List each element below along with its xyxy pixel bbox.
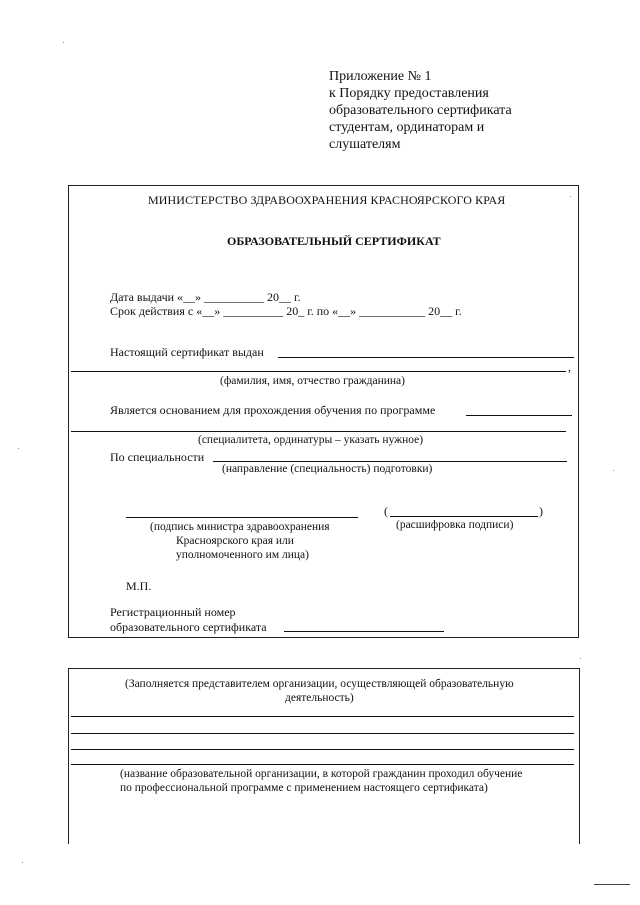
appendix-line: студентам, ординаторам и — [329, 120, 485, 135]
program-line — [466, 415, 572, 416]
program-caption: (специалитета, ординатуры – указать нужное) — [198, 434, 424, 446]
comma-mark: , — [568, 360, 571, 374]
signature-caption-line: (подпись министра здравоохранения — [150, 521, 330, 533]
page-edge-mark — [594, 884, 630, 885]
appendix-line: к Порядку предоставления — [329, 86, 489, 101]
organization-line — [71, 764, 574, 765]
issued-to-line — [278, 357, 574, 358]
organization-line — [71, 749, 574, 750]
registration-label: образовательного сертификата — [110, 620, 267, 634]
organization-caption: по профессиональной программе с применением настоящего сертификата) — [120, 782, 488, 794]
scan-speck — [22, 862, 23, 863]
registration-line — [284, 631, 444, 632]
organization-caption: (название образовательной организации, в которой гражданин проходил обучение — [120, 768, 523, 780]
name-caption: (фамилия, имя, отчество гражданина) — [220, 375, 405, 387]
certificate-title: ОБРАЗОВАТЕЛЬНЫЙ СЕРТИФИКАТ — [227, 234, 441, 248]
specialty-label: По специальности — [110, 450, 205, 464]
specialty-caption: (направление (специальность) подготовки) — [222, 463, 433, 475]
signature-line — [126, 517, 358, 518]
stamp-place: М.П. — [126, 579, 152, 593]
appendix-line: образовательного сертификата — [329, 103, 512, 118]
scan-speck — [570, 196, 571, 197]
scan-speck — [18, 448, 19, 449]
paren-close: ) — [539, 504, 543, 518]
organization-line — [71, 716, 574, 717]
basis-label: Является основанием для прохождения обучения по программе — [110, 403, 436, 417]
program-line-2 — [71, 431, 566, 432]
registration-label: Регистрационный номер — [110, 605, 236, 619]
scan-speck — [63, 42, 64, 43]
issued-to-label: Настоящий сертификат выдан — [110, 345, 264, 359]
issue-date: Дата выдачи «__» __________ 20__ г. — [110, 290, 301, 304]
appendix-line: слушателям — [329, 137, 401, 152]
appendix-line: Приложение № 1 — [329, 69, 432, 84]
validity-period: Срок действия с «__» __________ 20_ г. по «__» ___________ 20__ г. — [110, 304, 462, 318]
full-name-line — [71, 371, 566, 372]
organization-instruction: деятельность) — [285, 692, 354, 704]
scan-speck — [613, 470, 614, 471]
scan-speck — [580, 658, 581, 659]
paren-open: ( — [384, 504, 388, 518]
organization-line — [71, 733, 574, 734]
signature-caption-line: уполномоченного им лица) — [176, 549, 309, 561]
decoding-caption: (расшифровка подписи) — [396, 519, 514, 531]
signature-caption-line: Красноярского края или — [176, 535, 294, 547]
organization-instruction: (Заполняется представителем организации, осуществляющей образовательную — [125, 678, 514, 690]
decoding-line — [390, 516, 538, 517]
ministry-heading: МИНИСТЕРСТВО ЗДРАВООХРАНЕНИЯ КРАСНОЯРСКОГО КРАЯ — [148, 193, 506, 207]
